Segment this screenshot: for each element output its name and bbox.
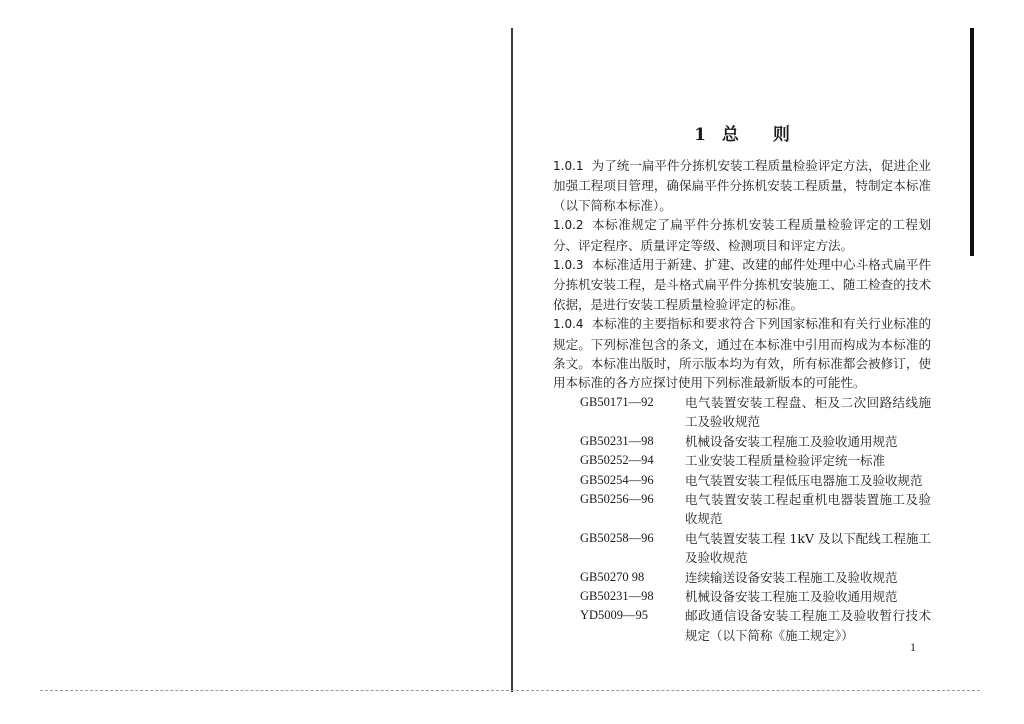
reference-item bbox=[553, 529, 931, 568]
bottom-border bbox=[40, 690, 980, 692]
standard-name: 电气装置安装工程盘、柜及二次回路结线施工及验收规范 bbox=[685, 394, 931, 430]
reference-item bbox=[553, 393, 931, 432]
paragraph bbox=[553, 156, 931, 215]
chapter-title-part1: 总 bbox=[721, 125, 739, 145]
paragraph-text: 本标准适用于新建、扩建、改建的邮件处理中心斗格式扁平件分拣机安装工程，是斗格式扁平件分拣机安装施工、随工检查的技术依据，是进行安装工程质量检验评定的标准。 bbox=[553, 257, 931, 312]
standard-code: GB50252—94 bbox=[580, 453, 654, 468]
reference-item bbox=[553, 471, 931, 490]
reference-item bbox=[553, 451, 931, 470]
chapter-title-part2: 则 bbox=[772, 125, 790, 145]
standard-code: GB50171—92 bbox=[580, 394, 654, 409]
standard-name: 邮政通信设备安装工程施工及验收暂行技术规定（以下简称《施工规定》） bbox=[685, 608, 931, 643]
chapter-number: 1 bbox=[694, 125, 706, 145]
standard-name: 工业安装工程质量检验评定统一标准 bbox=[685, 453, 886, 469]
standard-name: 机械设备安装工程施工及验收通用规范 bbox=[685, 433, 898, 449]
section-number: 1.0.1 bbox=[553, 159, 584, 173]
standard-name: 连续输送设备安装工程施工及验收规范 bbox=[685, 569, 898, 585]
standard-code: GB50231—98 bbox=[580, 588, 654, 603]
chapter-title bbox=[553, 118, 931, 152]
page-number: 1 bbox=[910, 640, 916, 654]
reference-item bbox=[553, 568, 931, 587]
standard-code: GB50270 98 bbox=[580, 569, 645, 584]
section-number: 1.0.2 bbox=[553, 218, 584, 233]
section-number: 1.0.3 bbox=[553, 258, 584, 273]
standard-code: GB50254—96 bbox=[580, 472, 654, 487]
book-spine bbox=[511, 28, 513, 692]
section-number: 1.0.4 bbox=[553, 317, 584, 332]
paragraph bbox=[553, 314, 931, 393]
paragraph-text: 本标准规定了扁平件分拣机安装工程质量检验评定的工程划分、评定程序、质量评定等级、检测项目和评定方法。 bbox=[553, 217, 931, 253]
reference-item bbox=[553, 606, 931, 645]
standard-name: 电气装置安装工程低压电器施工及验收规范 bbox=[685, 472, 923, 488]
paragraph-text: 为了统一扁平件分拣机安装工程质量检验评定方法，促进企业加强工程项目管理，确保扁平件分拣机安装工程质量，特制定本标准（以下简称本标准）。 bbox=[553, 158, 931, 213]
standard-name: 电气装置安装工程 1kV 及以下配线工程施工及验收规范 bbox=[685, 530, 931, 566]
paragraph-text: 本标准的主要指标和要求符合下列国家标准和有关行业标准的规定。下列标准包含的条文，通过在本标准中引用而构成为本标准的条文。本标准出版时，所示版本均为有效，所有标准都会被修订，使用本标准的各方应探讨使用下列标准最新版本的可能性。 bbox=[553, 316, 931, 391]
reference-item bbox=[553, 490, 931, 529]
standard-code: GB50258—96 bbox=[580, 530, 654, 545]
standard-code: GB50231—98 bbox=[580, 433, 654, 448]
paragraph bbox=[553, 255, 931, 314]
reference-item bbox=[553, 432, 931, 451]
document-page bbox=[553, 118, 931, 645]
paragraph bbox=[553, 215, 931, 255]
standard-code: YD5009—95 bbox=[580, 608, 649, 623]
standard-name: 机械设备安装工程施工及验收通用规范 bbox=[685, 588, 898, 604]
standard-name: 电气装置安装工程起重机电器装置施工及验收规范 bbox=[685, 491, 931, 527]
page-edge-mark bbox=[970, 28, 974, 256]
standard-code: GB50256—96 bbox=[580, 491, 654, 506]
reference-item bbox=[553, 587, 931, 606]
reference-list bbox=[553, 393, 931, 645]
